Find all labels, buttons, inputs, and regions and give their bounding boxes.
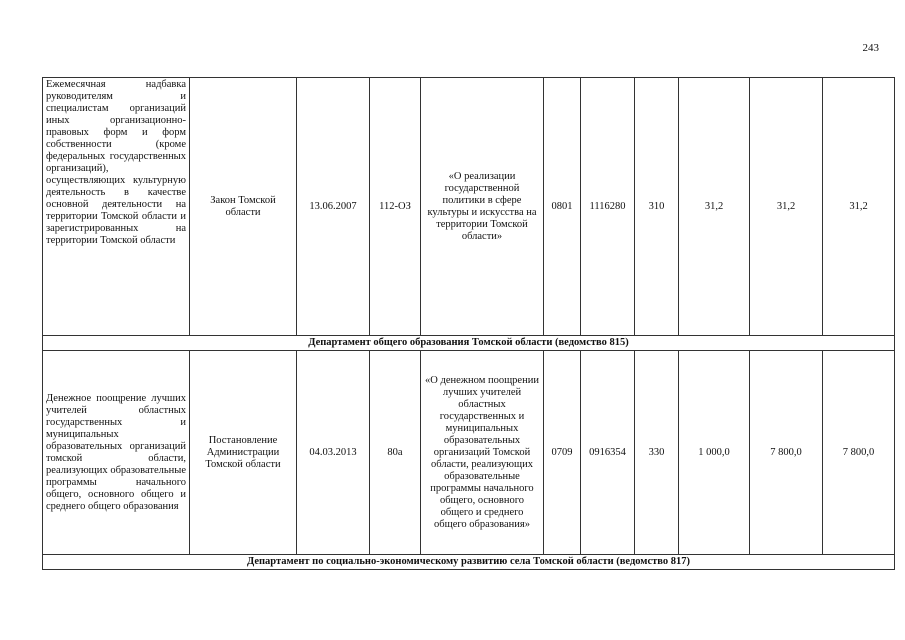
cell-number: 112-ОЗ [370,78,421,336]
cell-value-3: 7 800,0 [823,351,895,555]
cell-value-2: 31,2 [750,78,823,336]
cell-kind: 310 [635,78,679,336]
cell-date: 04.03.2013 [297,351,370,555]
section-header [43,555,895,570]
page-number: 243 [862,42,879,54]
cell-article: 0916354 [581,351,635,555]
table-row [43,78,895,336]
cell-article: 1116280 [581,78,635,336]
cell-title: «О денежном поощрении лучших учителей областных государственных и муниципальных образовательных организаций Томской области, реализующих образовательные программы начального общего, основного общего и среднего общего образования» [421,351,544,555]
cell-value-1: 31,2 [679,78,750,336]
cell-value-1: 1 000,0 [679,351,750,555]
section-title: Департамент общего образования Томской области (ведомство 815) [43,336,895,351]
cell-name: Ежемесячная надбавка руководителям и специалистам организаций иных организационно-правовых форм и форм собственности (кроме федеральных государственных организаций), осуществляющих культурную деятельность в качестве основной деятельности на территории Томской области и зарегистрированных на территории Томской области [43,78,190,336]
cell-doc-type: Закон Томской области [190,78,297,336]
cell-date: 13.06.2007 [297,78,370,336]
cell-kind: 330 [635,351,679,555]
cell-doc-type: Постановление Администрации Томской области [190,351,297,555]
section-title: Департамент по социально-экономическому развитию села Томской области (ведомство 817) [43,555,895,570]
cell-number: 80а [370,351,421,555]
cell-section: 0801 [544,78,581,336]
cell-value-3: 31,2 [823,78,895,336]
cell-title: «О реализации государственной политики в сфере культуры и искусства на территории Томской области» [421,78,544,336]
budget-table [42,77,895,570]
table-row [43,351,895,555]
cell-value-2: 7 800,0 [750,351,823,555]
cell-name: Денежное поощрение лучших учителей областных государственных и муниципальных образовательных организаций томской области, реализующих образовательные программы начального общего, основного общего и среднего общего образования [43,351,190,555]
section-header [43,336,895,351]
cell-section: 0709 [544,351,581,555]
